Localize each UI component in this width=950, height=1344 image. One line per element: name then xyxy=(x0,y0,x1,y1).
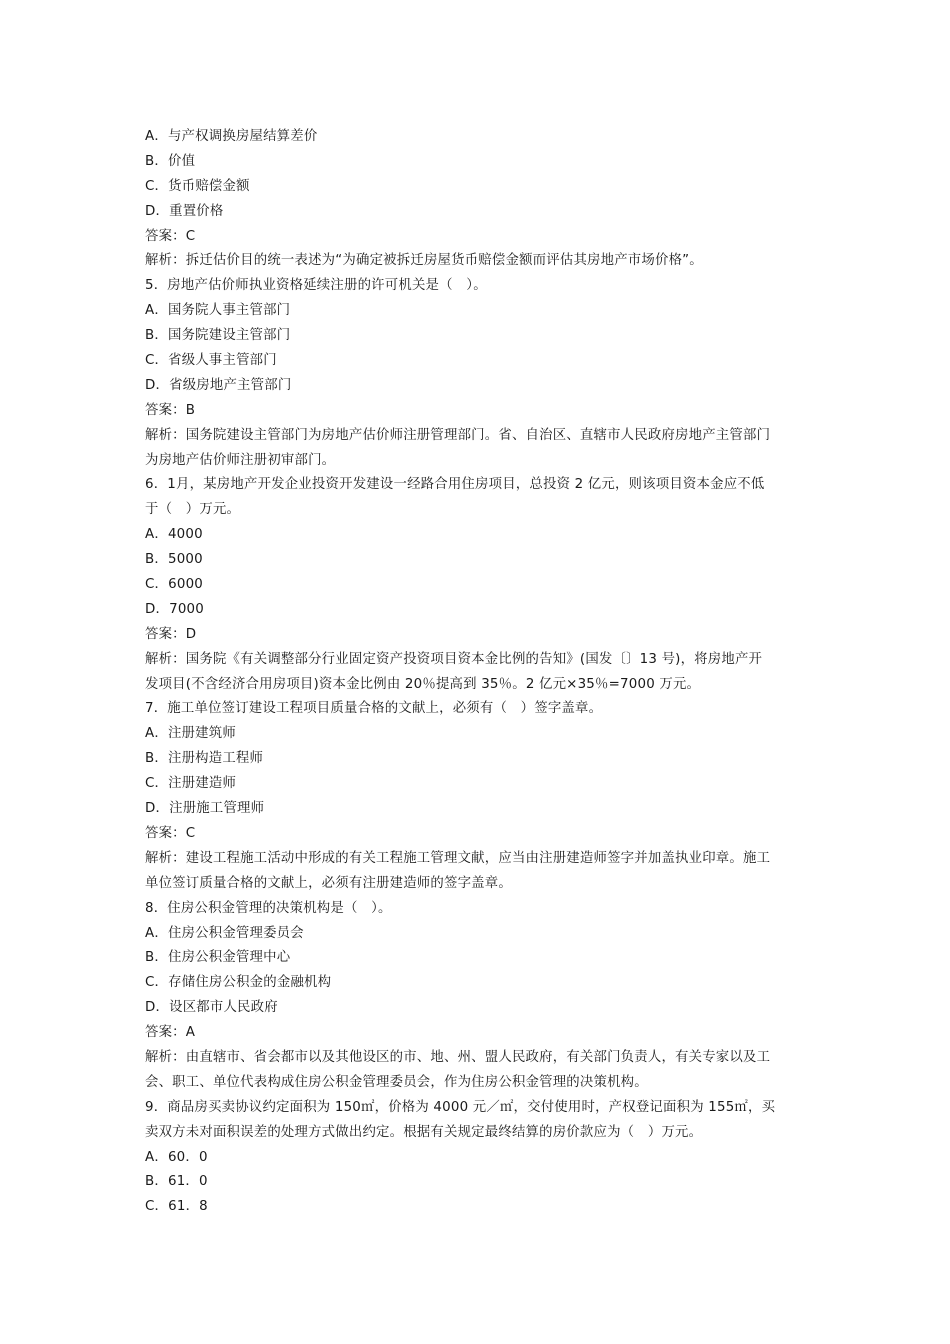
option-line: D．7000 xyxy=(145,601,204,617)
question-line: 9．商品房买卖协议约定面积为 150㎡，价格为 4000 元／㎡，交付使用时，产权登记面积为 155㎡，买 xyxy=(145,1099,776,1115)
question-line: 卖双方未对面积误差的处理方式做出约定。根据有关规定最终结算的房价款应为（ ）万元。 xyxy=(145,1124,703,1140)
explanation-line: 解析：建设工程施工活动中形成的有关工程施工管理文献，应当由注册建造师签字并加盖执业印章。施工 xyxy=(145,850,771,866)
option-line: A．住房公积金管理委员会 xyxy=(145,925,304,941)
question-line: 于（ ）万元。 xyxy=(145,502,241,518)
option-line: B．61．0 xyxy=(145,1174,208,1190)
option-line: A．60．0 xyxy=(145,1149,208,1165)
option-line: C．注册建造师 xyxy=(145,776,237,792)
option-line: D．设区都市人民政府 xyxy=(145,1000,278,1016)
question-line: 8．住房公积金管理的决策机构是（ ）。 xyxy=(145,900,392,916)
option-line: C．省级人事主管部门 xyxy=(145,353,277,369)
answer-line: 答案：D xyxy=(145,626,197,642)
answer-line: 答案：C xyxy=(145,228,196,244)
question-line: 6．1月，某房地产开发企业投资开发建设一经路合用住房项目，总投资 2 亿元，则该项目资本金应不低 xyxy=(145,477,765,493)
explanation-line: 为房地产估价师注册初审部门。 xyxy=(145,452,336,468)
answer-line: 答案：B xyxy=(145,402,196,418)
option-line: A．注册建筑师 xyxy=(145,726,236,742)
option-line: B．住房公积金管理中心 xyxy=(145,950,291,966)
explanation-line: 单位签订质量合格的文献上，必须有注册建造师的签字盖章。 xyxy=(145,875,512,891)
question-line: 7．施工单位签订建设工程项目质量合格的文献上，必须有（ ）签字盖章。 xyxy=(145,701,603,717)
option-line: B．价值 xyxy=(145,153,196,169)
option-line: D．注册施工管理师 xyxy=(145,801,265,817)
option-line: B．国务院建设主管部门 xyxy=(145,328,291,344)
option-line: C．货币赔偿金额 xyxy=(145,178,250,194)
option-line: B．注册构造工程师 xyxy=(145,751,264,767)
question-line: 5．房地产估价师执业资格延续注册的许可机关是（ ）。 xyxy=(145,278,487,294)
option-line: C．61．8 xyxy=(145,1199,208,1215)
explanation-line: 解析：拆迁估价目的统一表述为“为确定被拆迁房屋货币赔偿金额而评估其房地产市场价格”。 xyxy=(145,253,703,269)
answer-line: 答案：A xyxy=(145,1025,196,1041)
explanation-line: 解析：由直辖市、省会都市以及其他设区的市、地、州、盟人民政府，有关部门负责人，有关专家以及工 xyxy=(145,1049,771,1065)
option-line: C．存储住房公积金的金融机构 xyxy=(145,975,332,991)
option-line: C．6000 xyxy=(145,577,204,593)
answer-line: 答案：C xyxy=(145,825,196,841)
option-line: A．国务院人事主管部门 xyxy=(145,303,291,319)
explanation-line: 解析：国务院《有关调整部分行业固定资产投资项目资本金比例的告知》(国发〔〕13 号)，将房地产开 xyxy=(145,651,763,667)
explanation-line: 会、职工、单位代表构成住房公积金管理委员会，作为住房公积金管理的决策机构。 xyxy=(145,1074,648,1090)
explanation-line: 解析：国务院建设主管部门为房地产估价师注册管理部门。省、自治区、直辖市人民政府房地产主管部门 xyxy=(145,427,771,443)
option-line: D．省级房地产主管部门 xyxy=(145,377,292,393)
explanation-line: 发项目(不含经济合用房项目)资本金比例由 20％提高到 35％。2 亿元×35％=7000 万元。 xyxy=(145,676,701,692)
option-line: A．与产权调换房屋结算差价 xyxy=(145,129,318,144)
option-line: A．4000 xyxy=(145,527,203,543)
option-line: D．重置价格 xyxy=(145,203,224,219)
option-line: B．5000 xyxy=(145,552,203,568)
